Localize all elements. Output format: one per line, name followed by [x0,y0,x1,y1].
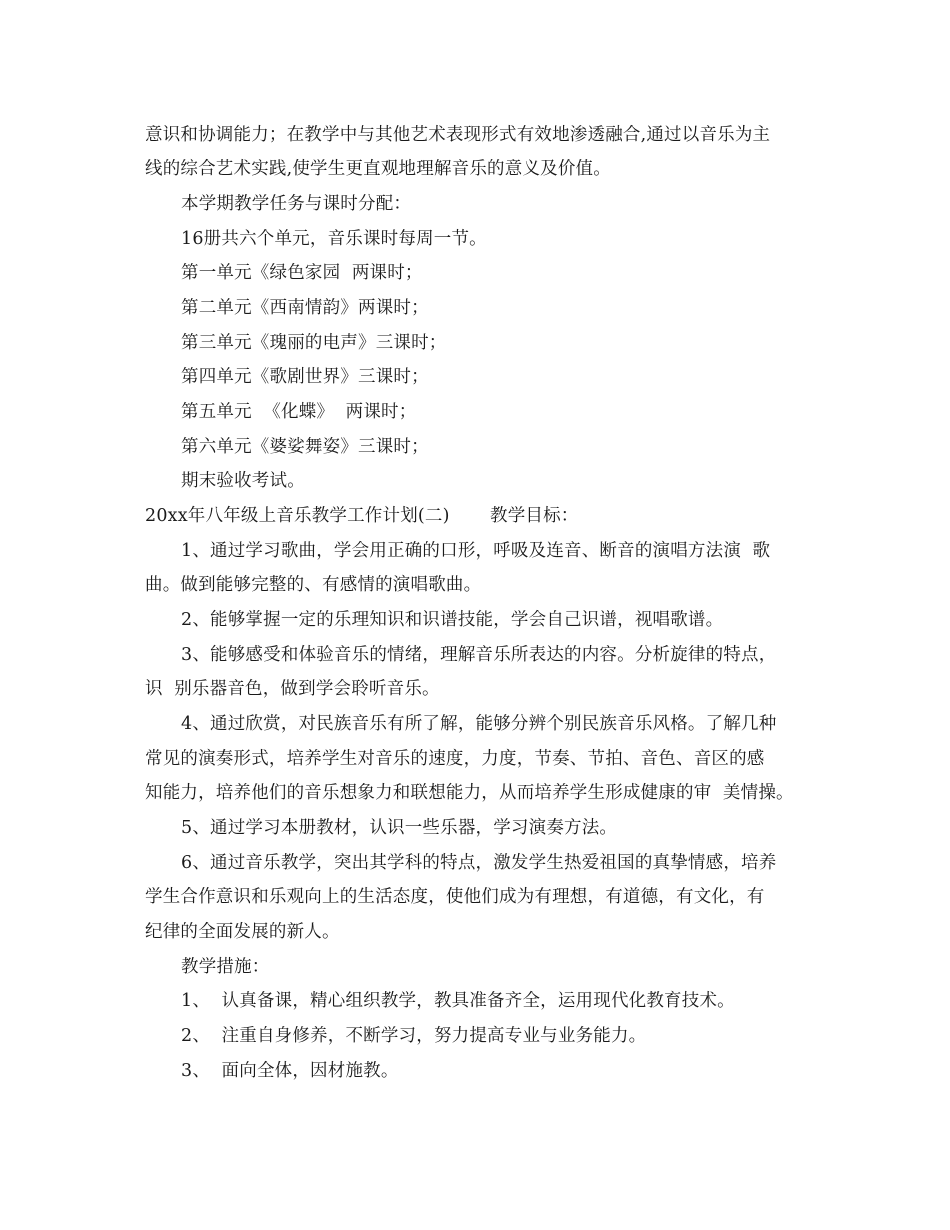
text-line: 第二单元《西南情韵》两课时； [181,298,429,318]
text-line: 本学期教学任务与课时分配： [181,194,412,214]
text-line: 3、 面向全体，因材施教。 [181,1061,399,1081]
text-line: 6、通过音乐教学，突出其学科的特点，激发学生热爱祖国的真挚情感，培养 [181,853,777,873]
text-line: 线的综合艺术实践,使学生更直观地理解音乐的意义及价值。 [145,159,611,179]
text-line: 意识和协调能力；在教学中与其他艺术表现形式有效地渗透融合,通过以音乐为主 [145,125,771,145]
text-line: 知能力，培养他们的音乐想象力和联想能力，从而培养学生形成健康的审 美情操。 [145,783,794,803]
text-line: 5、通过学习本册教材，认识一些乐器，学习演奏方法。 [181,818,618,838]
text-line: 16册共六个单元，音乐课时每周一节。 [181,229,487,249]
text-line: 2、 注重自身修养，不断学习，努力提高专业与业务能力。 [181,1026,647,1046]
text-line: 常见的演奏形式，培养学生对音乐的速度，力度，节奏、节拍、音色、音区的感 [145,749,765,769]
text-line: 第五单元 《化蝶》 两课时； [181,402,417,422]
text-line: 第六单元《婆娑舞姿》三课时； [181,437,429,457]
text-line: 3、能够感受和体验音乐的情绪，理解音乐所表达的内容。分析旋律的特点， [181,645,777,665]
text-line: 纪律的全面发展的新人。 [145,922,340,942]
text-line: 第四单元《歌剧世界》三课时； [181,367,429,387]
text-line: 期末验收考试。 [181,471,305,491]
text-line: 1、通过学习歌曲，学会用正确的口形，呼吸及连音、断音的演唱方法演 歌 [181,541,771,561]
text-line: 曲。做到能够完整的、有感情的演唱歌曲。 [145,575,482,595]
text-line: 第三单元《瑰丽的电声》三课时； [181,333,447,353]
text-line: 教学措施： [181,957,270,977]
text-line: 1、 认真备课，精心组织教学，教具准备齐全，运用现代化教育技术。 [181,991,735,1011]
text-line: 第一单元《绿色家园 两课时； [181,263,423,283]
text-line: 20xx年八年级上音乐教学工作计划(二) 教学目标： [145,506,579,526]
text-line: 学生合作意识和乐观向上的生活态度，使他们成为有理想，有道德，有文化，有 [145,887,765,907]
text-line: 识 别乐器音色，做到学会聆听音乐。 [145,679,440,699]
text-line: 4、通过欣赏，对民族音乐有所了解，能够分辨个别民族音乐风格。了解几种 [181,714,777,734]
text-line: 2、能够掌握一定的乐理知识和识谱技能，学会自己识谱，视唱歌谱。 [181,610,724,630]
